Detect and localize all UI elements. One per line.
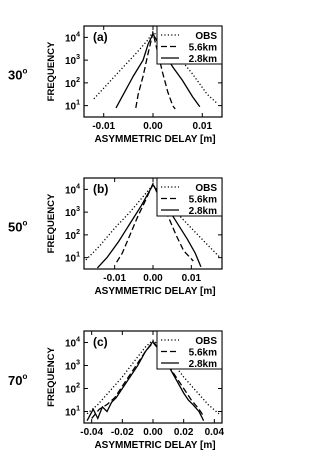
y-tick-base: 10 — [64, 407, 77, 419]
y-tick-label — [65, 77, 80, 90]
x-tick-label: 0.01 — [192, 121, 213, 132]
y-tick-label — [65, 360, 80, 373]
x-axis-label: ASYMMETRIC DELAY [m] — [94, 440, 216, 451]
y-tick-base: 10 — [64, 384, 77, 396]
x-tick-label: -0.04 — [80, 427, 104, 438]
legend-label: OBS — [195, 31, 217, 42]
legend-label: 5.6km — [188, 42, 217, 54]
y-tick-label — [65, 383, 80, 396]
y-tick-base: 10 — [64, 338, 77, 350]
y-tick-base: 10 — [64, 230, 77, 242]
y-tick-exponent: 4 — [76, 183, 80, 191]
legend-label: 5.6km — [188, 347, 217, 359]
legend-label: 2.8km — [188, 206, 217, 217]
y-tick-label — [65, 406, 80, 419]
angle-value: 30 — [8, 67, 23, 83]
legend-label: OBS — [195, 183, 217, 194]
legend-label: 2.8km — [188, 359, 217, 370]
y-tick-base: 10 — [64, 361, 77, 373]
x-tick-label: 0.00 — [143, 121, 163, 132]
x-tick-label: -0.01 — [103, 273, 127, 284]
y-tick-exponent: 3 — [76, 54, 80, 62]
x-tick-label: 0.02 — [173, 427, 194, 438]
panel-3 — [8, 331, 225, 451]
panel-1 — [8, 26, 222, 145]
x-tick-label: -0.02 — [110, 427, 134, 438]
y-axis-label: FREQUENCY — [46, 347, 57, 407]
y-axis-label: FREQUENCY — [46, 193, 57, 254]
y-tick-label — [65, 100, 80, 113]
y-axis-label: FREQUENCY — [46, 41, 57, 102]
x-tick-label: 0.00 — [143, 273, 163, 284]
angle-label — [8, 219, 27, 235]
y-tick-base: 10 — [64, 208, 77, 220]
y-tick-base: 10 — [64, 253, 77, 265]
y-tick-label — [65, 31, 80, 44]
angle-label — [8, 67, 27, 83]
angle-value: 50 — [8, 219, 23, 235]
x-tick-label: 0.01 — [181, 273, 202, 284]
y-tick-exponent: 1 — [76, 405, 80, 413]
y-tick-exponent: 2 — [76, 76, 80, 84]
y-tick-exponent: 2 — [76, 382, 80, 390]
y-tick-base: 10 — [64, 101, 77, 113]
legend-label: 5.6km — [188, 194, 217, 206]
y-tick-exponent: 4 — [76, 31, 80, 39]
y-tick-label — [65, 206, 80, 219]
x-tick-label: 0.00 — [143, 427, 163, 438]
y-tick-exponent: 3 — [76, 206, 80, 214]
legend-label: OBS — [195, 336, 217, 347]
y-tick-exponent: 2 — [76, 228, 80, 236]
angle-unit: o — [22, 66, 28, 76]
y-tick-base: 10 — [64, 56, 77, 68]
panel-label: (c) — [93, 335, 108, 349]
legend-label: 2.8km — [188, 54, 217, 65]
x-axis-label: ASYMMETRIC DELAY [m] — [94, 286, 216, 297]
angle-unit: o — [22, 372, 28, 381]
y-tick-base: 10 — [64, 78, 77, 90]
y-tick-label — [65, 252, 80, 265]
y-tick-label — [65, 183, 80, 196]
y-tick-exponent: 1 — [76, 99, 80, 107]
angle-unit: o — [22, 218, 28, 228]
angle-label — [8, 372, 27, 388]
panel-label: (a) — [93, 30, 108, 44]
y-tick-base: 10 — [64, 33, 77, 45]
y-tick-exponent: 3 — [76, 359, 80, 367]
y-tick-label — [65, 229, 80, 242]
y-tick-label — [65, 54, 80, 67]
x-tick-label: -0.01 — [92, 121, 116, 132]
panel-label: (b) — [93, 182, 109, 196]
y-tick-exponent: 4 — [76, 336, 80, 344]
x-axis-label: ASYMMETRIC DELAY [m] — [94, 134, 216, 145]
panel-2 — [8, 178, 222, 297]
angle-value: 70 — [8, 373, 23, 388]
y-tick-label — [65, 337, 80, 350]
y-tick-base: 10 — [64, 185, 77, 197]
y-tick-exponent: 1 — [76, 251, 80, 259]
x-tick-label: 0.04 — [204, 427, 225, 438]
